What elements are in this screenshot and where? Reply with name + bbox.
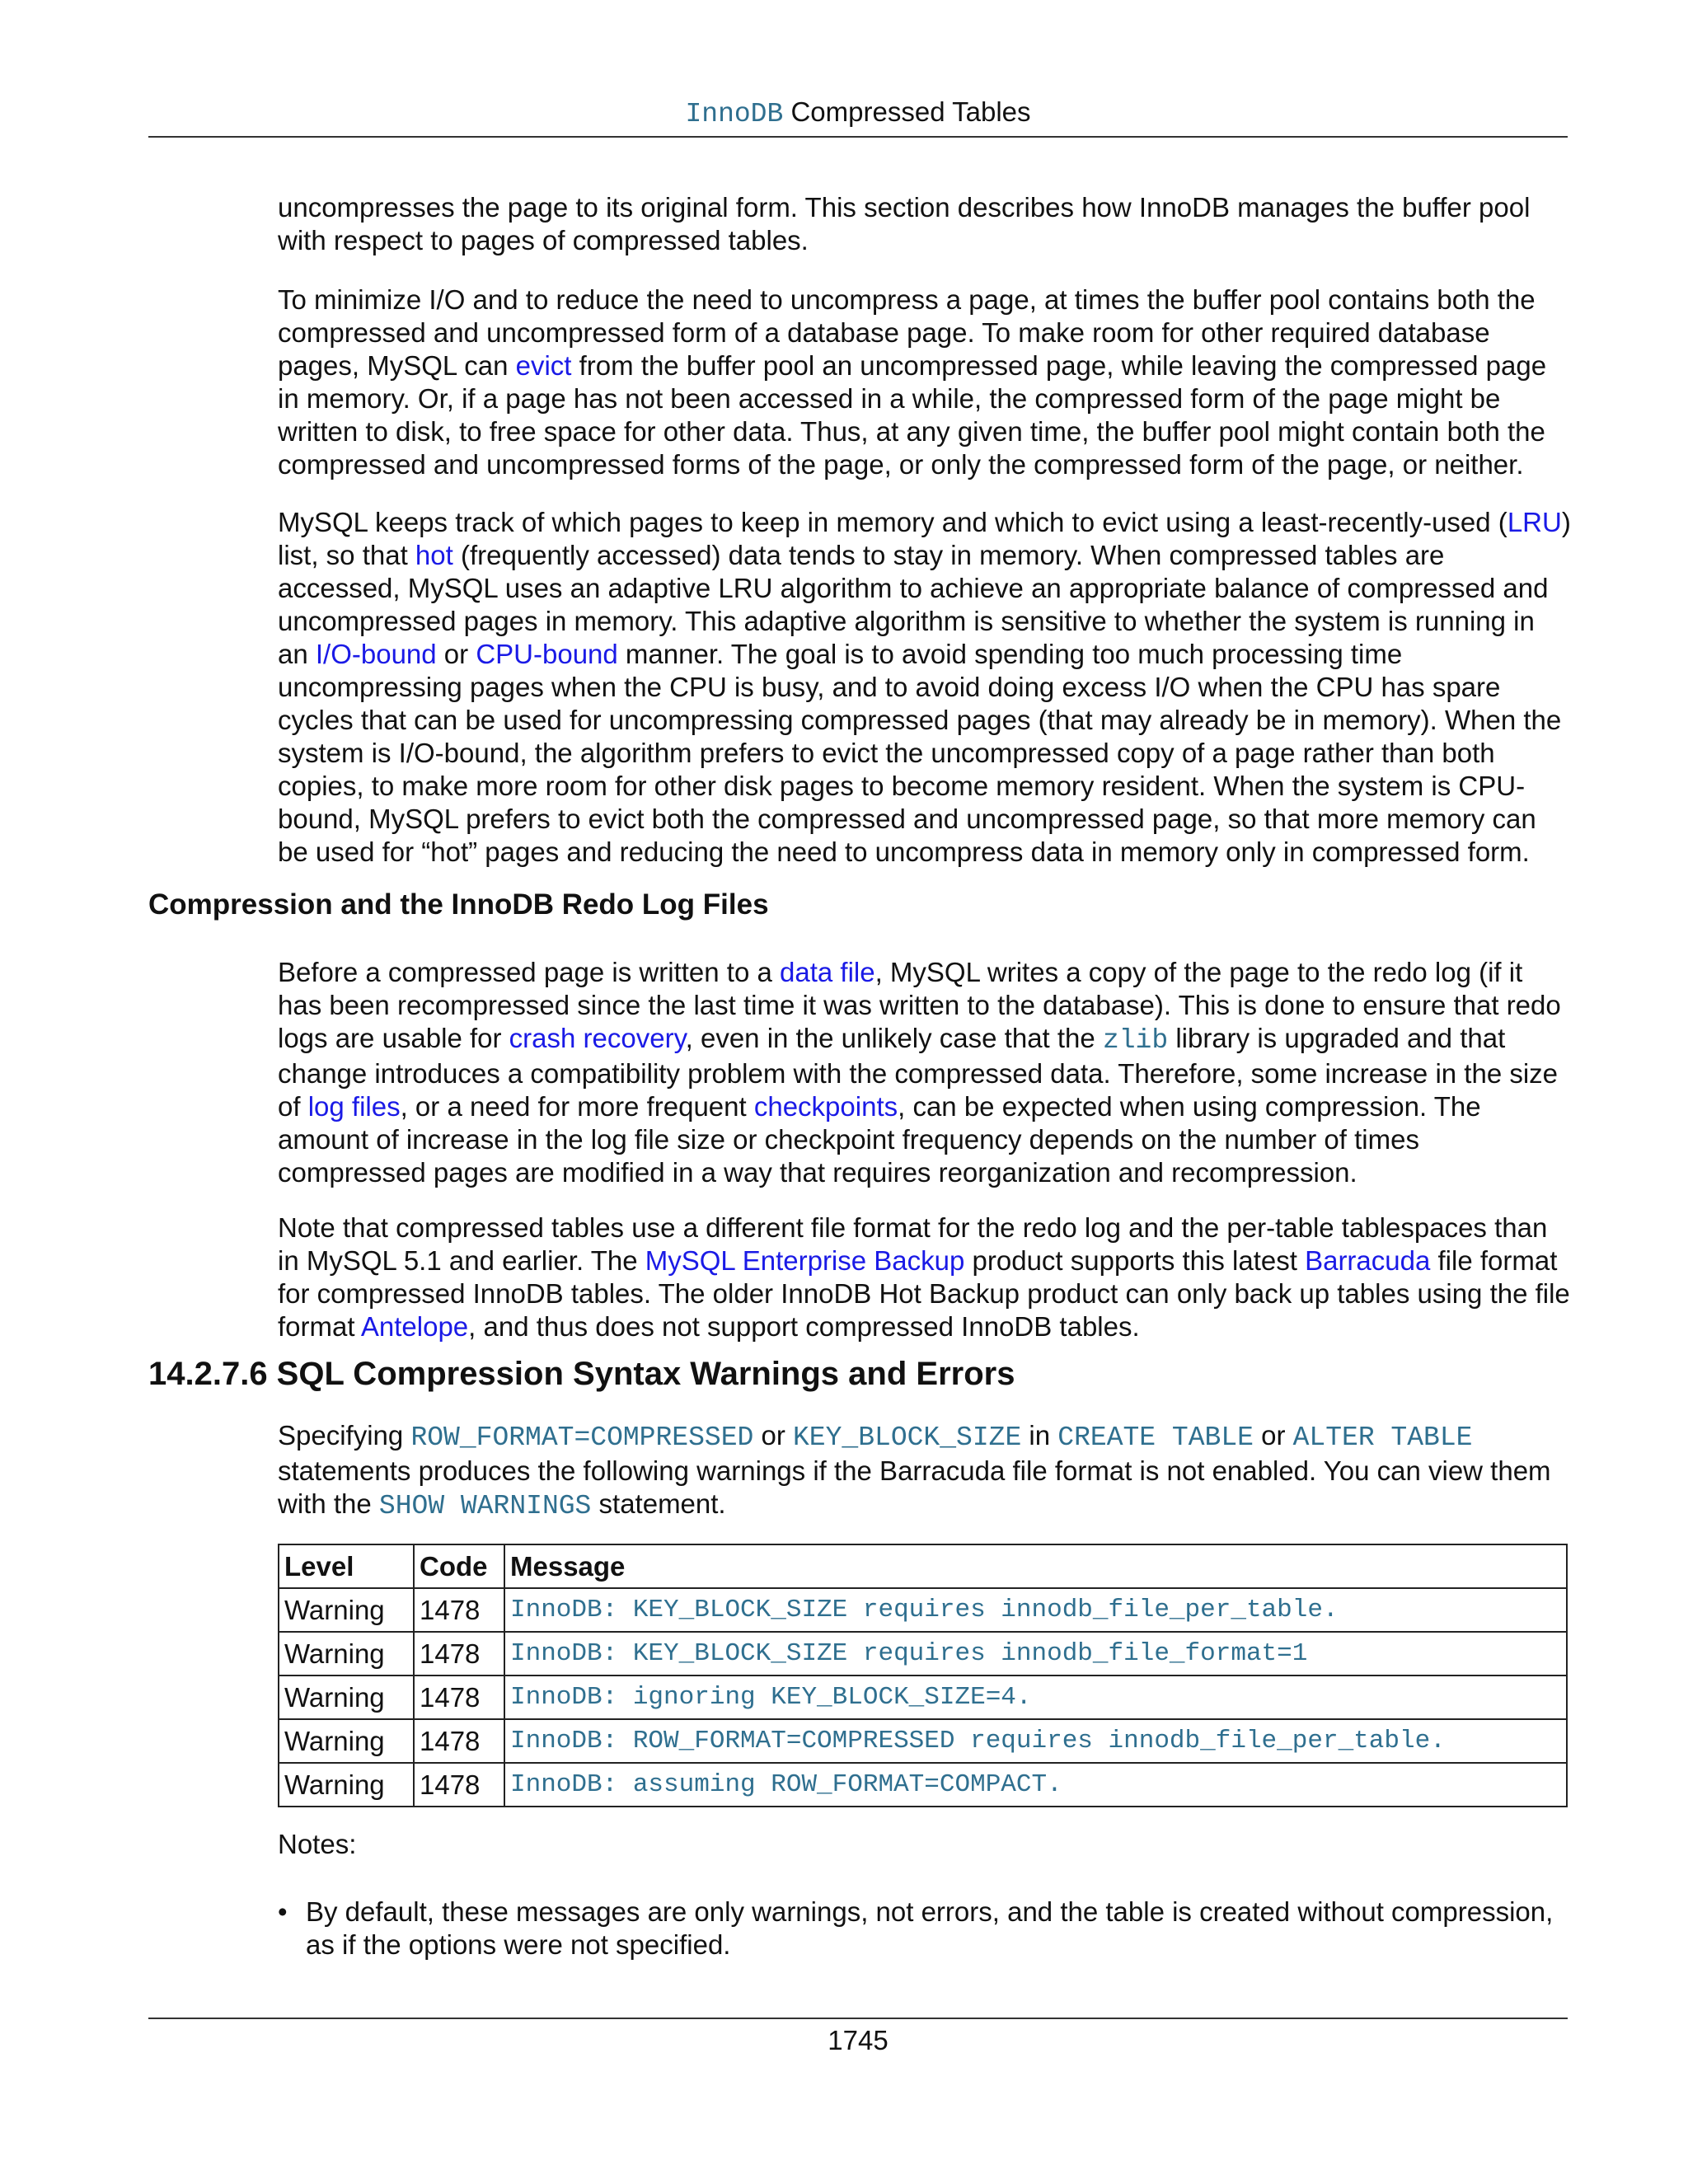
link-lru[interactable]: LRU bbox=[1507, 507, 1562, 537]
cell-level: Warning bbox=[279, 1675, 414, 1719]
list-item bbox=[278, 1896, 1572, 1961]
link-io-bound[interactable]: I/O-bound bbox=[315, 639, 437, 669]
paragraph-text: ) list, so that bbox=[278, 507, 1571, 570]
running-header bbox=[148, 92, 1568, 134]
table-row bbox=[279, 1588, 1567, 1632]
cell-code: 1478 bbox=[414, 1632, 504, 1675]
list-item-text: By default, these messages are only warnings, not errors, and the table is created without compression, as if the options were not specified. bbox=[306, 1896, 1554, 1960]
paragraph-text: product supports this latest bbox=[964, 1245, 1306, 1276]
bullet-marker: • bbox=[278, 1896, 288, 1927]
cell-code: 1478 bbox=[414, 1719, 504, 1763]
code-zlib: zlib bbox=[1102, 1025, 1169, 1056]
cell-message: InnoDB: KEY_BLOCK_SIZE requires innodb_file_format=1 bbox=[504, 1632, 1567, 1675]
cell-level: Warning bbox=[279, 1588, 414, 1632]
paragraph-text: Before a compressed page is written to a bbox=[278, 957, 780, 987]
code-show-warnings: SHOW WARNINGS bbox=[378, 1491, 592, 1521]
cell-level: Warning bbox=[279, 1763, 414, 1807]
paragraph-text: library is upgraded and that change introduces a compatibility problem with the compressed data. Therefore, some increase in the size of bbox=[278, 1023, 1559, 1122]
section-heading: 14.2.7.6 SQL Compression Syntax Warnings and Errors bbox=[148, 1356, 1015, 1392]
cell-level: Warning bbox=[279, 1719, 414, 1763]
paragraph-text: MySQL keeps track of which pages to keep in memory and which to evict using a least-recently-used ( bbox=[278, 507, 1507, 537]
paragraph-text: uncompresses the page to its original form. This section describes how InnoDB manages the buffer pool with respect to pages of compressed tables. bbox=[278, 192, 1531, 255]
table-row bbox=[279, 1675, 1567, 1719]
paragraph-text: , MySQL writes a copy of the page to the redo log (if it has been recompressed since the last time it was written to the database). This is done to ensure that redo logs are usable for bbox=[278, 957, 1561, 1053]
paragraph-text: To minimize I/O and to reduce the need to uncompress a page, at times the buffer pool contains both the compressed and uncompressed form of a database page. To make room for other required database pages, MySQL can bbox=[278, 284, 1536, 381]
column-header-level: Level bbox=[279, 1544, 414, 1588]
paragraph-text: or bbox=[436, 639, 476, 669]
code-alter-table: ALTER TABLE bbox=[1292, 1422, 1473, 1453]
link-log-files[interactable]: log files bbox=[307, 1091, 401, 1122]
column-header-code: Code bbox=[414, 1544, 504, 1588]
paragraph-text: file format for compressed InnoDB tables. The older InnoDB Hot Backup product can only back up tables using the file format bbox=[278, 1245, 1570, 1342]
header-title: Compressed Tables bbox=[783, 96, 1031, 127]
link-evict[interactable]: evict bbox=[515, 350, 572, 381]
link-mysql-enterprise-backup[interactable]: MySQL Enterprise Backup bbox=[645, 1245, 965, 1276]
paragraph-text: , can be expected when using compression. The amount of increase in the log file size or checkpoint frequency depends on the number of times compressed pages are modified in a way that requires reorganization and recompression. bbox=[278, 1091, 1481, 1188]
code-create-table: CREATE TABLE bbox=[1057, 1422, 1254, 1453]
table-header-row bbox=[279, 1544, 1567, 1588]
code-key-block-size: KEY_BLOCK_SIZE bbox=[793, 1422, 1022, 1453]
link-crash-recovery[interactable]: crash recovery bbox=[509, 1023, 686, 1053]
paragraph-text: statement. bbox=[591, 1488, 726, 1519]
table-row bbox=[279, 1719, 1567, 1763]
header-rule bbox=[148, 136, 1568, 138]
paragraph-redo-log bbox=[278, 956, 1572, 1189]
notes-label: Notes: bbox=[278, 1829, 357, 1859]
paragraph-text: or bbox=[753, 1420, 793, 1451]
table-row bbox=[279, 1763, 1567, 1807]
paragraph-buffer-pool-intro bbox=[278, 191, 1572, 257]
paragraph-text: in bbox=[1021, 1420, 1058, 1451]
cell-code: 1478 bbox=[414, 1675, 504, 1719]
cell-message: InnoDB: ignoring KEY_BLOCK_SIZE=4. bbox=[504, 1675, 1567, 1719]
cell-message: InnoDB: KEY_BLOCK_SIZE requires innodb_file_per_table. bbox=[504, 1588, 1567, 1632]
link-checkpoints[interactable]: checkpoints bbox=[753, 1091, 898, 1122]
paragraph-text: statements produces the following warnings if the Barracuda file format is not enabled. You can view them with the bbox=[278, 1455, 1551, 1519]
link-hot[interactable]: hot bbox=[415, 540, 453, 570]
paragraph-text: Specifying bbox=[278, 1420, 411, 1451]
cell-message: InnoDB: ROW_FORMAT=COMPRESSED requires innodb_file_per_table. bbox=[504, 1719, 1567, 1763]
column-header-message: Message bbox=[504, 1544, 1567, 1588]
paragraph-lru bbox=[278, 506, 1572, 869]
cell-code: 1478 bbox=[414, 1588, 504, 1632]
paragraph-text: , even in the unlikely case that the bbox=[685, 1023, 1103, 1053]
warnings-table bbox=[278, 1544, 1568, 1807]
paragraph-minimize-io bbox=[278, 284, 1572, 481]
cell-code: 1478 bbox=[414, 1763, 504, 1807]
header-code: InnoDB bbox=[685, 99, 784, 129]
table-row bbox=[279, 1632, 1567, 1675]
code-row-format: ROW_FORMAT=COMPRESSED bbox=[410, 1422, 754, 1453]
paragraph-text: from the buffer pool an uncompressed page, while leaving the compressed page in memory. Or, if a page has not been accessed in a while, the compressed form of the page might be written to disk, to free space for other data. Thus, at any given time, the buffer pool might contain both the compressed and uncompressed forms of the page, or only the compressed form of the page, or neither. bbox=[278, 350, 1547, 480]
paragraph-text: Note that compressed tables use a different file format for the redo log and the per-table tablespaces than in MySQL 5.1 and earlier. The bbox=[278, 1212, 1548, 1276]
footer-rule bbox=[148, 2018, 1568, 2019]
paragraph-text: manner. The goal is to avoid spending too much processing time uncompressing pages when the CPU is busy, and to avoid doing excess I/O when the CPU has spare cycles that can be used for uncompressing compressed pages (that may already be in memory). When the system is I/O-bound, the algorithm prefers to evict the uncompressed copy of a page rather than both copies, to make more room for other disk pages to become memory resident. When the system is CPU-bound, MySQL prefers to evict both the compressed and uncompressed page, so that more memory can be used for “hot” pages and reducing the need to uncompress data in memory only in compressed form. bbox=[278, 639, 1562, 867]
link-barracuda[interactable]: Barracuda bbox=[1305, 1245, 1431, 1276]
paragraph-text: (frequently accessed) data tends to stay in memory. When compressed tables are accessed, MySQL uses an adaptive LRU algorithm to achieve an appropriate balance of compressed and uncompressed pages in memory. This adaptive algorithm is sensitive to whether the system is running in an bbox=[278, 540, 1549, 669]
paragraph-text: , and thus does not support compressed InnoDB tables. bbox=[468, 1311, 1140, 1342]
paragraph-file-format bbox=[278, 1212, 1572, 1343]
link-antelope[interactable]: Antelope bbox=[360, 1311, 469, 1342]
cell-level: Warning bbox=[279, 1632, 414, 1675]
heading-redo-log: Compression and the InnoDB Redo Log Files bbox=[148, 888, 769, 921]
paragraph-text: , or a need for more frequent bbox=[400, 1091, 754, 1122]
paragraph-specifying bbox=[278, 1419, 1572, 1523]
paragraph-text: or bbox=[1253, 1420, 1293, 1451]
page-number: 1745 bbox=[828, 2025, 889, 2055]
link-data-file[interactable]: data file bbox=[780, 957, 875, 987]
link-cpu-bound[interactable]: CPU-bound bbox=[476, 639, 618, 669]
cell-message: InnoDB: assuming ROW_FORMAT=COMPACT. bbox=[504, 1763, 1567, 1807]
